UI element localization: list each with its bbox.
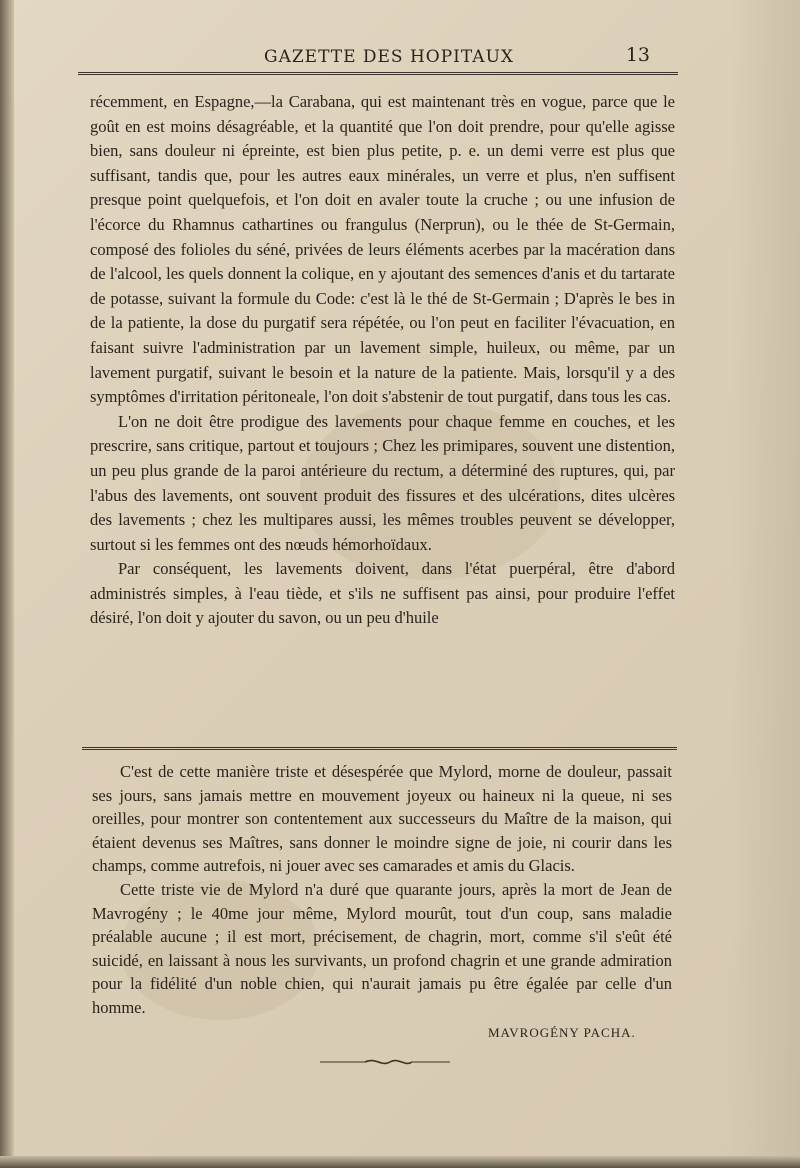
page-binding-edge: [0, 0, 14, 1168]
author-signature: MAVROGÉNY PACHA.: [488, 1025, 636, 1040]
article-paragraph: récemment, en Espagne,—la Carabana, qui est maintenant très en vogue, parce que le goût en est moins désagréable, et la quantité que l'on doit prendre, pour qu'elle agisse bien, sans douleur ni épreinte, est bien plus petite, p. e. un demi verre est plus que suffisant, tandis que, pour les autres eaux minérales, un verre et plus, n'en suffisent presque point quelquefois, et l'on doit en avaler toute la cruche ; ou une infusion de l'écorce du Rhamnus cathartines ou frangulus (Nerprun), ou le thée de St-Germain, composé des folioles du séné, privées de leurs éléments acerbes par la macération dans de l'alcool, les quels donnent la colique, en y ajoutant des semences d'anis et du tartarate de potasse, suivant la formule du Code: c'est là le thé de St-Germain ; D'après le bes in de la patiente, la dose du purgatif sera répétée, ou l'on peut en faciliter l'évacuation, en faisant suivre l'administration par un lavement simple, huileux, ou même, par un lavement purgatif, suivant le besoin et la nature de la patiente. Mais, lorsqu'il y a des symptômes d'irritation péritoneale, l'on doit s'abstenir de tout purgatif, dans tous les cas.: [90, 92, 675, 407]
end-ornament-icon: [320, 1055, 450, 1069]
feuilleton-separator-rule: [82, 747, 677, 750]
article-paragraph: L'on ne doit être prodigue des lavements pour chaque femme en couches, et les prescrire, sans critique, partout et toujours ; Chez les primipares, souvent une distention, un peu plus grande de la paroi antérieure du rectum, a déterminé des ruptures, qui, par l'abus des lavements, ont souvent produit des fissures et des ulcérations, dites ulcères des lavements ; chez les multipares aussi, les mêmes troubles peuvent se développer, surtout si les femmes ont des nœuds hémorhoïdaux.: [90, 411, 675, 554]
page-fold-shadow: [730, 0, 800, 1168]
page-bottom-edge: [0, 1156, 800, 1168]
page-number: 13: [625, 44, 650, 66]
article-body: [90, 90, 675, 631]
feuilleton-paragraph: Cette triste vie de Mylord n'a duré que quarante jours, après la mort de Jean de Mavrogény ; le 40me jour même, Mylord mourût, tout d'un coup, sans maladie préalable aucune ; il est mort, précisement, de chagrin, mort, comme s'il s'eût été suicidé, en laissant à nous les survivants, un profond chagrin et une grande admiration pour la fidélité d'un noble chien, qui n'aurait jamais pu être égalée par celle d'un homme.: [92, 879, 672, 1017]
article-paragraph: Par conséquent, les lavements doivent, dans l'état puerpéral, être d'abord administrés simples, à l'eau tiède, et s'ils ne suffisent pas ainsi, pour produire l'effet désiré, l'on doit y ajouter du savon, ou un peu d'huile: [90, 559, 675, 628]
running-title: GAZETTE DES HOPITAUX: [264, 47, 515, 67]
header-rule: [78, 72, 678, 75]
feuilleton-section: [92, 760, 672, 1020]
feuilleton-paragraph: C'est de cette manière triste et désespérée que Mylord, morne de douleur, passait ses jours, sans jamais mettre en mouvement joyeux ou haineux ni la queue, ni ses oreilles, pour montrer son contentement aux successeurs du Maître de la maison, qui étaient devenus ses Maîtres, sans donner le moindre signe de joie, ni courir dans les champs, comme autrefois, ni jouer avec ses camarades et amis du Glacis.: [92, 762, 672, 876]
